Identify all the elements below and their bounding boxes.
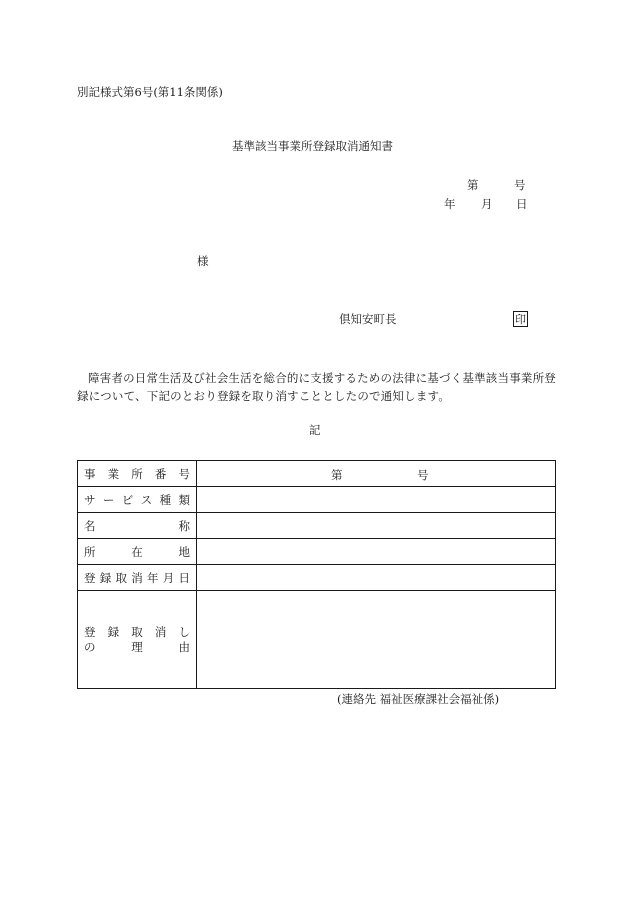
form-label: 別記様式第6号(第11条関係) [77, 85, 223, 99]
row-label: 登 録 取 消 年 月 日 [84, 570, 190, 585]
number-dai: 第 [467, 178, 479, 192]
row-label: 事 業 所 番 号 [84, 466, 190, 481]
body-text: 障害者の日常生活及び社会生活を総合的に支援するための法律に基づく基準該当事業所登録について、下記のとおり登録を取り消すこととしたので通知します。 [77, 371, 556, 403]
value-go: 号 [417, 468, 429, 482]
label-cell [78, 539, 197, 565]
label-cell [78, 461, 197, 487]
table-row [78, 461, 556, 487]
document-title: 基準該当事業所登録取消通知書 [232, 139, 393, 153]
date-month: 月 [481, 197, 493, 211]
ki-heading: 記 [309, 423, 321, 437]
table-row [78, 513, 556, 539]
registration-table [77, 460, 556, 689]
value-cell [197, 565, 556, 591]
value-cell [197, 591, 556, 689]
table-row [78, 591, 556, 689]
label-cell [78, 565, 197, 591]
label-cell [78, 591, 197, 689]
contact-info: (連絡先 福祉医療課社会福祉係) [337, 692, 500, 706]
recipient-suffix: 様 [197, 254, 209, 268]
label-cell [78, 513, 197, 539]
label-cell [78, 487, 197, 513]
value-cell [197, 513, 556, 539]
date-year: 年 [444, 197, 456, 211]
row-label: 登 録 取 消 し の 理 由 [84, 624, 190, 654]
value-cell [197, 539, 556, 565]
number-go: 号 [514, 178, 526, 192]
value-dai: 第 [331, 468, 343, 482]
row-label: 所 在 地 [84, 544, 190, 559]
table-row [78, 487, 556, 513]
table-row [78, 539, 556, 565]
row-label: 名 称 [84, 518, 190, 533]
value-cell [197, 487, 556, 513]
row-label: サ ー ビ ス 種 類 [84, 492, 190, 507]
table-row [78, 565, 556, 591]
date-day: 日 [516, 197, 528, 211]
value-cell [197, 461, 556, 487]
issuer-name: 倶知安町長 [339, 312, 397, 326]
seal-mark: 印 [515, 312, 526, 326]
